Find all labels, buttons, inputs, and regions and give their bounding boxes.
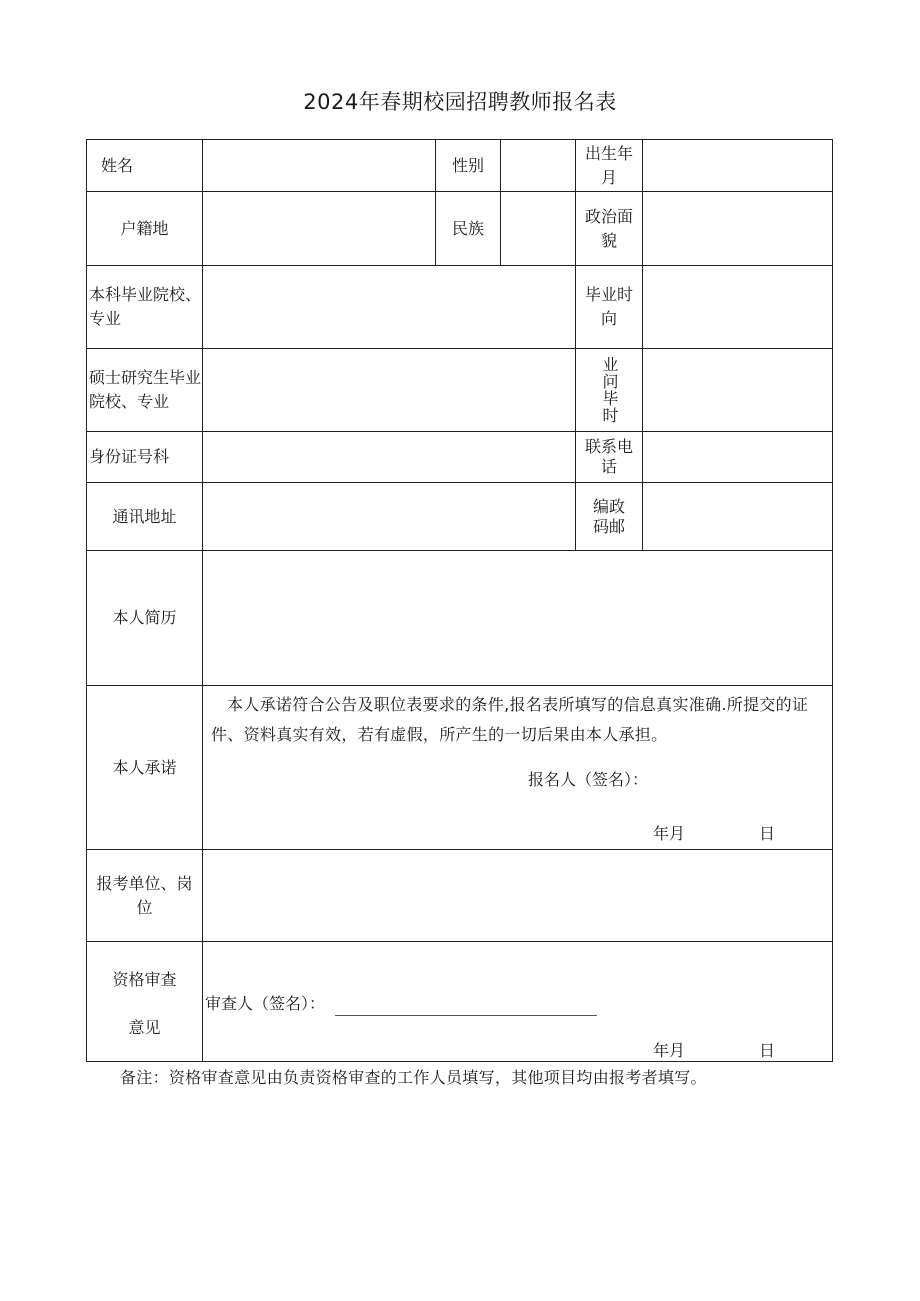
form-title: 2024年春期校园招聘教师报名表 (303, 90, 617, 114)
label-master-time-cell (575, 348, 643, 432)
input-gender[interactable] (500, 139, 576, 192)
label-review-cell (86, 941, 203, 1062)
reviewer-label: 审查人（签名）： (205, 994, 326, 1013)
promise-date-day: 日 (759, 824, 776, 843)
label-address: 通讯地址 (86, 482, 203, 551)
registration-form (86, 139, 833, 1062)
input-unit-position[interactable] (202, 849, 833, 942)
input-undergrad[interactable] (202, 265, 576, 349)
label-resume: 本人简历 (86, 550, 203, 686)
label-undergrad-time: 毕业时向 (575, 265, 643, 349)
promise-date (653, 822, 776, 846)
label-review-line1: 资格审查 (112, 970, 177, 989)
label-review-line2: 意见 (128, 1018, 161, 1037)
input-ethnicity[interactable] (500, 191, 576, 266)
input-id-number[interactable] (202, 431, 576, 483)
label-master: 硕士研究生毕业院校、专业 (86, 348, 203, 432)
label-name: 姓名 (86, 139, 203, 192)
promise-text: 本人承诺符合公告及职位表要求的条件,报名表所填写的信息真实准确.所提交的证件、资料真实有效，若有虚假，所产生的一切后果由本人承担。 (211, 695, 809, 744)
input-hukou[interactable] (202, 191, 436, 266)
label-birth: 出生年月 (575, 139, 643, 192)
label-id-number: 身份证号科 (86, 431, 203, 483)
label-promise: 本人承诺 (86, 685, 203, 850)
label-gender: 性别 (435, 139, 501, 192)
label-master-time: 业问毕时 (600, 356, 619, 424)
reviewer-signature (205, 992, 597, 1016)
label-hukou: 户籍地 (86, 191, 203, 266)
label-ethnicity: 民族 (435, 191, 501, 266)
label-politics: 政治面貌 (575, 191, 643, 266)
label-unit-position: 报考单位、岗位 (86, 849, 203, 942)
input-name[interactable] (202, 139, 436, 192)
input-politics[interactable] (642, 191, 833, 266)
review-date (653, 1039, 776, 1063)
footnote: 备注：资格审查意见由负责资格审查的工作人员填写，其他项目均由报考者填写。 (120, 1068, 707, 1087)
label-undergrad: 本科毕业院校、专业 (86, 265, 203, 349)
review-box (202, 941, 833, 1062)
input-undergrad-time[interactable] (642, 265, 833, 349)
input-address[interactable] (202, 482, 576, 551)
input-birth[interactable] (642, 139, 833, 192)
promise-date-ym: 年月 (653, 824, 686, 843)
label-phone: 联系电话 (575, 431, 643, 483)
review-date-ym: 年月 (653, 1041, 686, 1060)
input-master[interactable] (202, 348, 576, 432)
input-master-time[interactable] (642, 348, 833, 432)
reviewer-signature-line[interactable] (335, 1015, 597, 1016)
input-postcode[interactable] (642, 482, 833, 551)
promise-box (202, 685, 833, 850)
input-phone[interactable] (642, 431, 833, 483)
review-date-day: 日 (759, 1041, 776, 1060)
signer-label: 报名人（签名）： (528, 770, 649, 789)
label-postcode: 编政码邮 (575, 482, 643, 551)
input-resume[interactable] (202, 550, 833, 686)
